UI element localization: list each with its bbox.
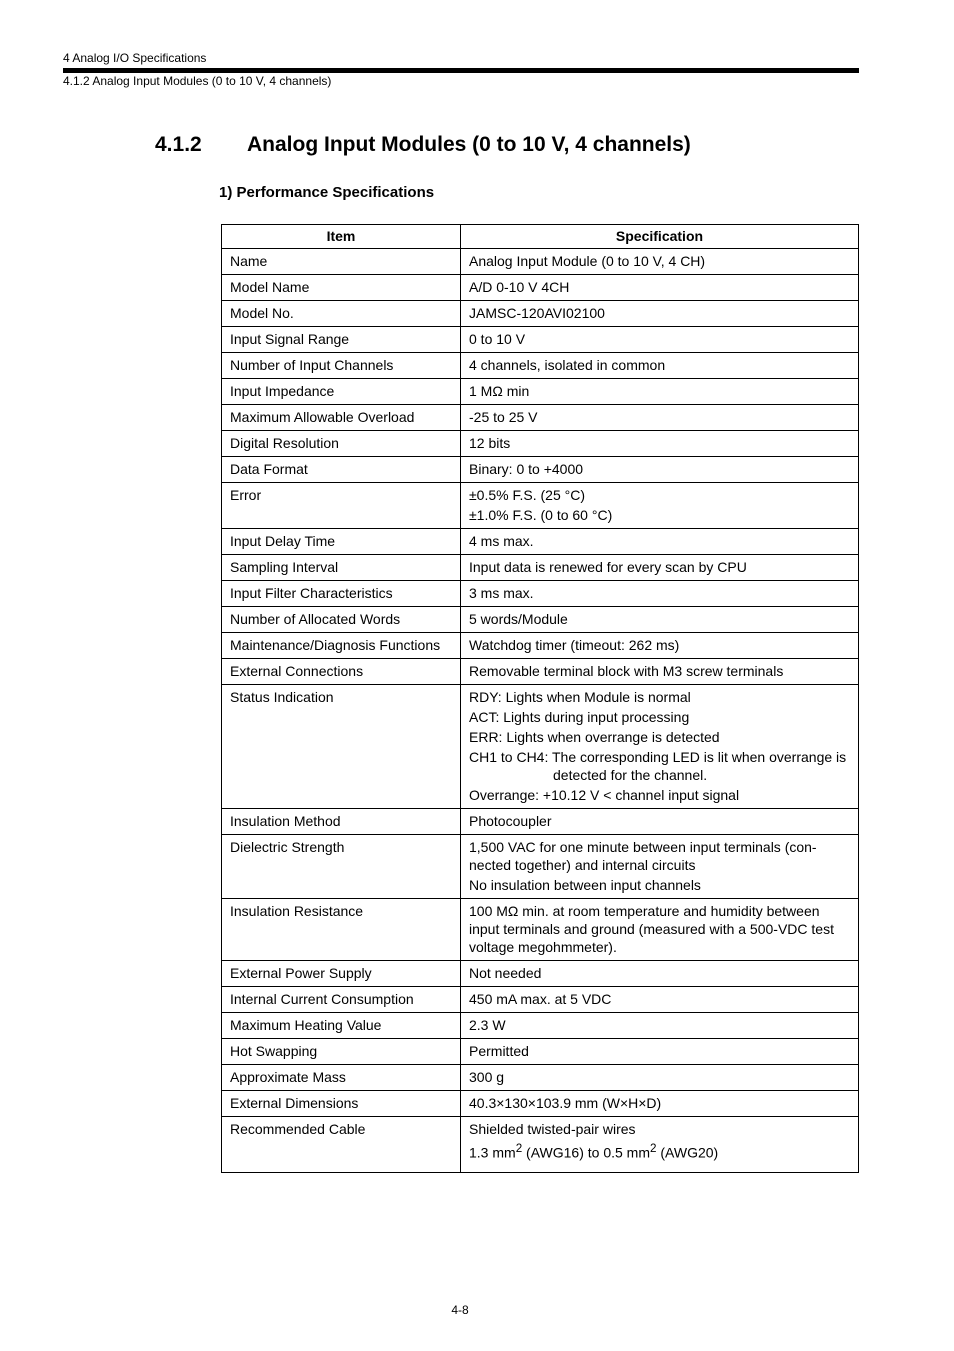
row-spec bbox=[461, 987, 859, 1013]
spec-line: Binary: 0 to +4000 bbox=[469, 461, 584, 477]
spec-line: ACT: Lights during input processing bbox=[469, 709, 690, 725]
row-item: Recommended Cable bbox=[222, 1117, 461, 1173]
cable-gauge-line bbox=[469, 1140, 850, 1162]
spec-line: A/D 0-10 V 4CH bbox=[469, 279, 570, 295]
row-spec bbox=[461, 581, 859, 607]
table-row bbox=[222, 1091, 859, 1117]
row-spec bbox=[461, 457, 859, 483]
table-row bbox=[222, 529, 859, 555]
row-spec bbox=[461, 529, 859, 555]
spec-line: 300 g bbox=[469, 1069, 505, 1085]
spec-line: RDY: Lights when Module is normal bbox=[469, 689, 691, 705]
row-spec bbox=[461, 431, 859, 457]
spec-line: Watchdog timer (timeout: 262 ms) bbox=[469, 637, 680, 653]
row-spec bbox=[461, 607, 859, 633]
table-row bbox=[222, 809, 859, 835]
row-spec bbox=[461, 483, 859, 529]
row-item: Maintenance/Diagnosis Functions bbox=[222, 633, 461, 659]
table-row bbox=[222, 633, 859, 659]
row-item: Internal Current Consumption bbox=[222, 987, 461, 1013]
section-number: 4.1.2 bbox=[155, 133, 202, 156]
table-row bbox=[222, 457, 859, 483]
row-spec bbox=[461, 835, 859, 899]
table-row bbox=[222, 327, 859, 353]
table-row bbox=[222, 1117, 859, 1173]
section-heading bbox=[155, 133, 691, 157]
spec-line: JAMSC-120AVI02100 bbox=[469, 305, 605, 321]
row-item: Input Delay Time bbox=[222, 529, 461, 555]
row-item: Hot Swapping bbox=[222, 1039, 461, 1065]
row-item: External Power Supply bbox=[222, 961, 461, 987]
table-row bbox=[222, 555, 859, 581]
spec-line: No insulation between input channels bbox=[469, 877, 701, 893]
row-item: Number of Input Channels bbox=[222, 353, 461, 379]
row-spec bbox=[461, 659, 859, 685]
row-spec bbox=[461, 961, 859, 987]
table-row bbox=[222, 1013, 859, 1039]
spec-line: -25 to 25 V bbox=[469, 409, 538, 425]
spec-line: CH1 to CH4: The corresponding LED is lit when overrange is detected for the channel. bbox=[469, 749, 847, 783]
row-item: Digital Resolution bbox=[222, 431, 461, 457]
row-item: Input Impedance bbox=[222, 379, 461, 405]
row-item: External Connections bbox=[222, 659, 461, 685]
spec-line: 1 MΩ min bbox=[469, 383, 530, 399]
column-header-specification: Specification bbox=[461, 225, 859, 249]
spec-line: Overrange: +10.12 V < channel input signal bbox=[469, 787, 740, 803]
row-spec bbox=[461, 405, 859, 431]
row-spec bbox=[461, 1013, 859, 1039]
row-item: Name bbox=[222, 249, 461, 275]
spec-line: 5 words/Module bbox=[469, 611, 568, 627]
running-header-section: 4.1.2 Analog Input Modules (0 to 10 V, 4 channels) bbox=[63, 74, 332, 88]
table-row bbox=[222, 483, 859, 529]
row-spec bbox=[461, 301, 859, 327]
table-row bbox=[222, 431, 859, 457]
row-item: Dielectric Strength bbox=[222, 835, 461, 899]
row-item: Maximum Heating Value bbox=[222, 1013, 461, 1039]
row-item: Insulation Resistance bbox=[222, 899, 461, 961]
row-spec bbox=[461, 809, 859, 835]
gauge-superscript-2: 2 bbox=[650, 1142, 657, 1155]
row-item: Input Signal Range bbox=[222, 327, 461, 353]
row-spec bbox=[461, 379, 859, 405]
spec-line: 2.3 W bbox=[469, 1017, 506, 1033]
spec-line: 4 channels, isolated in common bbox=[469, 357, 666, 373]
gauge-size-1: 1.3 mm bbox=[469, 1144, 516, 1161]
spec-line: ±0.5% F.S. (25 °C) bbox=[469, 487, 585, 503]
table-header-row bbox=[222, 225, 859, 249]
spec-line: 100 MΩ min. at room temperature and humidity between input terminals and ground (measured with a 500-VDC test voltage megohmmeter). bbox=[469, 903, 834, 955]
spec-line: 4 ms max. bbox=[469, 533, 534, 549]
table-row bbox=[222, 379, 859, 405]
row-spec bbox=[461, 899, 859, 961]
table-row bbox=[222, 685, 859, 809]
spec-line: Not needed bbox=[469, 965, 542, 981]
spec-line: Photocoupler bbox=[469, 813, 552, 829]
row-item: Model No. bbox=[222, 301, 461, 327]
row-spec bbox=[461, 555, 859, 581]
header-rule bbox=[63, 68, 859, 73]
row-item: Data Format bbox=[222, 457, 461, 483]
table-row bbox=[222, 275, 859, 301]
table-row bbox=[222, 987, 859, 1013]
spec-line: Permitted bbox=[469, 1043, 529, 1059]
spec-line: 3 ms max. bbox=[469, 585, 534, 601]
performance-spec-table bbox=[221, 224, 859, 1173]
row-spec bbox=[461, 249, 859, 275]
row-spec bbox=[461, 685, 859, 809]
table-row bbox=[222, 249, 859, 275]
table-row bbox=[222, 835, 859, 899]
spec-line: 1,500 VAC for one minute between input terminals (con-nected together) and internal circuits bbox=[469, 839, 817, 873]
column-header-item: Item bbox=[222, 225, 461, 249]
section-title: Analog Input Modules (0 to 10 V, 4 channels) bbox=[247, 133, 691, 156]
row-item: Insulation Method bbox=[222, 809, 461, 835]
row-spec bbox=[461, 1039, 859, 1065]
row-spec bbox=[461, 327, 859, 353]
row-item: Approximate Mass bbox=[222, 1065, 461, 1091]
spec-line: ±1.0% F.S. (0 to 60 °C) bbox=[469, 507, 613, 523]
row-item: Status Indication bbox=[222, 685, 461, 809]
table-row bbox=[222, 581, 859, 607]
spec-line: Shielded twisted-pair wires bbox=[469, 1121, 636, 1137]
row-item: Input Filter Characteristics bbox=[222, 581, 461, 607]
row-item: Number of Allocated Words bbox=[222, 607, 461, 633]
row-spec bbox=[461, 633, 859, 659]
row-spec bbox=[461, 1091, 859, 1117]
cell-spacer bbox=[469, 1164, 850, 1168]
table-row bbox=[222, 961, 859, 987]
gauge-awg-2: (AWG20) bbox=[656, 1144, 719, 1161]
row-spec bbox=[461, 1117, 859, 1173]
row-item: Sampling Interval bbox=[222, 555, 461, 581]
row-item: Model Name bbox=[222, 275, 461, 301]
page-number: 4-8 bbox=[451, 1303, 469, 1317]
row-spec bbox=[461, 1065, 859, 1091]
table-row bbox=[222, 607, 859, 633]
table-row bbox=[222, 1039, 859, 1065]
spec-line: Removable terminal block with M3 screw terminals bbox=[469, 663, 784, 679]
running-header-chapter: 4 Analog I/O Specifications bbox=[63, 51, 207, 65]
row-spec bbox=[461, 353, 859, 379]
spec-line: Analog Input Module (0 to 10 V, 4 CH) bbox=[469, 253, 706, 269]
table-row bbox=[222, 405, 859, 431]
row-item: External Dimensions bbox=[222, 1091, 461, 1117]
spec-line: 12 bits bbox=[469, 435, 511, 451]
spec-line: 450 mA max. at 5 VDC bbox=[469, 991, 612, 1007]
table-row bbox=[222, 1065, 859, 1091]
spec-line: 40.3×130×103.9 mm (W×H×D) bbox=[469, 1095, 662, 1111]
gauge-awg-1: (AWG16) to 0.5 mm bbox=[522, 1144, 651, 1161]
table-row bbox=[222, 353, 859, 379]
spec-line: 0 to 10 V bbox=[469, 331, 526, 347]
table-row bbox=[222, 899, 859, 961]
row-spec bbox=[461, 275, 859, 301]
spec-line: ERR: Lights when overrange is detected bbox=[469, 729, 720, 745]
spec-line: Input data is renewed for every scan by CPU bbox=[469, 559, 747, 575]
gauge-superscript-1: 2 bbox=[515, 1142, 523, 1155]
row-item: Error bbox=[222, 483, 461, 529]
row-item: Maximum Allowable Overload bbox=[222, 405, 461, 431]
table-row bbox=[222, 301, 859, 327]
subsection-heading: 1) Performance Specifications bbox=[219, 184, 435, 201]
table-row bbox=[222, 659, 859, 685]
